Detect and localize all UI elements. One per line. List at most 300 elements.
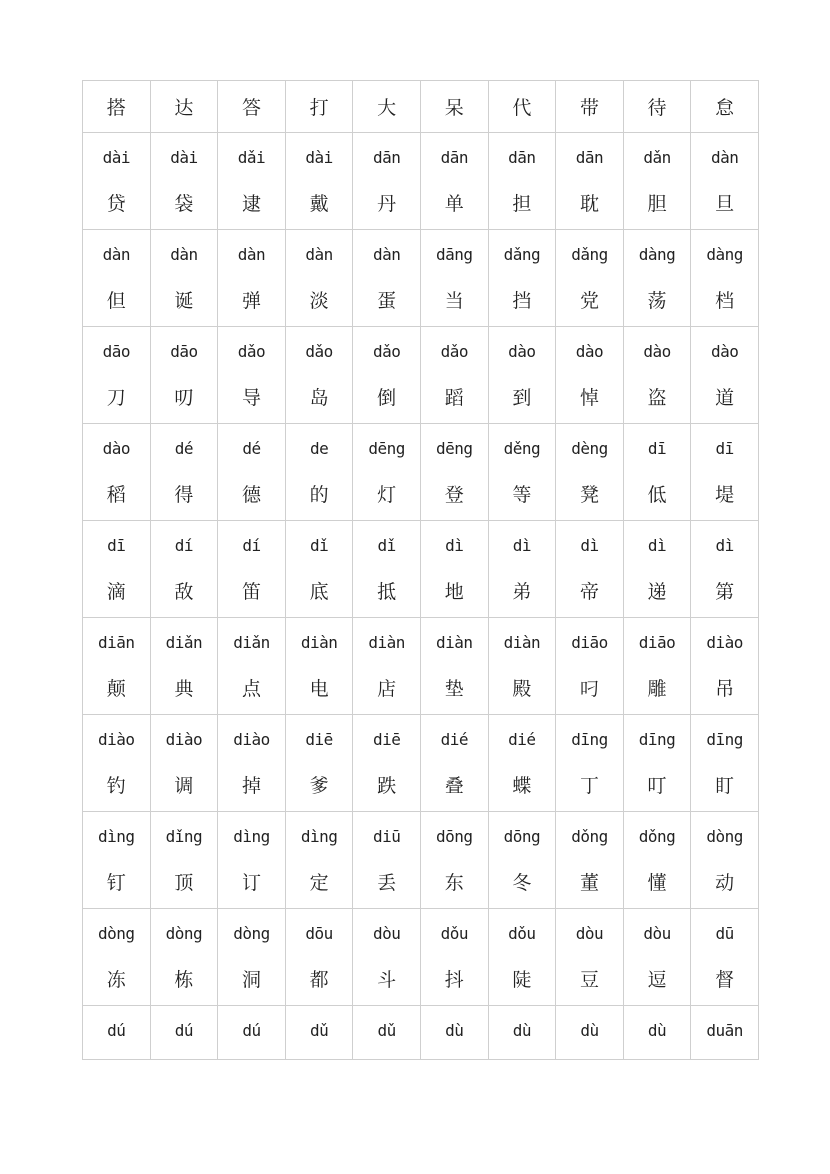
character: 刀 xyxy=(106,387,126,409)
pinyin: dìng xyxy=(233,827,270,846)
character: 胆 xyxy=(647,193,667,215)
table-cell xyxy=(420,230,488,327)
table-cell xyxy=(285,1006,353,1060)
character: 怠 xyxy=(715,97,735,119)
character: 登 xyxy=(444,484,464,506)
table-cell xyxy=(150,909,218,1006)
pinyin: diàn xyxy=(436,633,473,652)
table-cell xyxy=(218,1006,286,1060)
table-cell xyxy=(488,1006,556,1060)
character: 凳 xyxy=(579,484,599,506)
table-cell xyxy=(420,618,488,715)
character: 董 xyxy=(579,872,599,894)
character: 德 xyxy=(241,484,261,506)
table-cell xyxy=(623,812,691,909)
table-cell xyxy=(150,812,218,909)
character: 丢 xyxy=(377,872,397,894)
table-cell xyxy=(556,81,624,133)
pinyin: dàn xyxy=(170,245,198,264)
pinyin: dū xyxy=(715,924,734,943)
table-cell xyxy=(150,618,218,715)
character: 代 xyxy=(512,97,532,119)
pinyin: dǎo xyxy=(305,342,333,361)
table-cell xyxy=(285,230,353,327)
character: 抖 xyxy=(444,969,464,991)
table-cell xyxy=(623,424,691,521)
pinyin: dào xyxy=(102,439,130,458)
table-row xyxy=(83,521,759,618)
pinyin: diàn xyxy=(300,633,338,652)
table-cell xyxy=(691,618,759,715)
pinyin: dì xyxy=(715,536,734,555)
table-cell xyxy=(83,521,151,618)
table-cell xyxy=(218,521,286,618)
character: 东 xyxy=(444,872,464,894)
pinyin: duān xyxy=(706,1021,743,1040)
character: 弹 xyxy=(241,290,261,312)
character: 灯 xyxy=(377,484,397,506)
table-cell xyxy=(218,133,286,230)
pinyin: diàn xyxy=(368,633,405,652)
table-cell xyxy=(556,133,624,230)
character: 达 xyxy=(174,97,194,119)
pinyin: dié xyxy=(440,730,468,749)
table-row xyxy=(83,1006,759,1060)
table-cell xyxy=(353,521,421,618)
table-cell xyxy=(556,521,624,618)
pinyin: dìng xyxy=(98,827,135,846)
header-row xyxy=(83,81,759,133)
pinyin: dòu xyxy=(372,924,401,943)
table-cell xyxy=(353,812,421,909)
table-cell xyxy=(218,424,286,521)
character: 蛋 xyxy=(377,290,397,312)
table-cell xyxy=(488,812,556,909)
table-cell xyxy=(218,81,286,133)
table-cell xyxy=(691,230,759,327)
character: 动 xyxy=(715,872,735,894)
character: 洞 xyxy=(241,969,261,991)
character: 冬 xyxy=(512,872,532,894)
pinyin: dōng xyxy=(503,827,541,846)
table-cell xyxy=(623,909,691,1006)
pinyin: dàn xyxy=(305,245,333,264)
character: 豆 xyxy=(579,969,599,991)
pinyin: dǎo xyxy=(372,342,401,361)
pinyin: dāo xyxy=(102,342,130,361)
pinyin: dào xyxy=(643,342,671,361)
character: 颠 xyxy=(106,678,126,700)
character: 典 xyxy=(174,678,194,700)
character: 的 xyxy=(309,484,329,506)
character: 答 xyxy=(241,97,261,119)
table-cell xyxy=(623,230,691,327)
pinyin: dǒng xyxy=(638,827,676,846)
table-cell xyxy=(488,424,556,521)
table-cell xyxy=(218,230,286,327)
table-cell xyxy=(285,327,353,424)
table-row xyxy=(83,618,759,715)
pinyin: dāng xyxy=(436,245,473,264)
pinyin: dìng xyxy=(300,827,338,846)
table-cell xyxy=(285,81,353,133)
table-cell xyxy=(488,230,556,327)
character: 跌 xyxy=(377,775,397,797)
table-cell xyxy=(285,812,353,909)
pinyin: dīng xyxy=(571,730,608,749)
character: 打 xyxy=(309,97,329,119)
pinyin: dōng xyxy=(436,827,473,846)
pinyin: dé xyxy=(174,439,194,458)
pinyin: dòu xyxy=(575,924,604,943)
pinyin: dàn xyxy=(102,245,130,264)
pinyin: děng xyxy=(503,439,541,458)
table-cell xyxy=(150,521,218,618)
pinyin: diū xyxy=(372,827,401,846)
table-cell xyxy=(150,715,218,812)
pinyin: dǒu xyxy=(508,924,536,943)
pinyin: dǔ xyxy=(309,1021,329,1040)
pinyin: dòng xyxy=(165,924,203,943)
character: 稻 xyxy=(106,484,126,506)
character: 逮 xyxy=(241,193,261,215)
pinyin: dīng xyxy=(638,730,676,749)
table-cell xyxy=(83,812,151,909)
character: 当 xyxy=(444,290,464,312)
table-cell xyxy=(285,715,353,812)
table-cell xyxy=(420,715,488,812)
character: 淡 xyxy=(309,290,329,312)
table-cell xyxy=(83,327,151,424)
table-cell xyxy=(420,133,488,230)
character: 袋 xyxy=(174,193,194,215)
character: 弟 xyxy=(512,581,532,603)
pinyin: dù xyxy=(445,1021,464,1040)
table-cell xyxy=(420,1006,488,1060)
character: 懂 xyxy=(647,872,667,894)
pinyin: dǎo xyxy=(237,342,266,361)
character: 带 xyxy=(579,97,599,119)
character: 耽 xyxy=(579,193,599,215)
character: 点 xyxy=(241,678,261,700)
character: 到 xyxy=(512,387,532,409)
character: 贷 xyxy=(106,193,126,215)
pinyin: diǎn xyxy=(165,633,203,652)
table-cell xyxy=(623,133,691,230)
table-cell xyxy=(83,1006,151,1060)
table-cell xyxy=(150,230,218,327)
table-cell xyxy=(150,327,218,424)
pinyin: dào xyxy=(575,342,604,361)
pinyin: dǎn xyxy=(643,148,671,167)
table-cell xyxy=(150,81,218,133)
table-row xyxy=(83,133,759,230)
character: 订 xyxy=(241,872,261,894)
table-cell xyxy=(218,909,286,1006)
table-cell xyxy=(691,133,759,230)
pinyin: dì xyxy=(512,536,531,555)
table-row xyxy=(83,812,759,909)
table-cell xyxy=(420,327,488,424)
table-cell xyxy=(150,133,218,230)
character: 道 xyxy=(715,387,735,409)
pinyin: dào xyxy=(710,342,739,361)
character: 低 xyxy=(647,484,667,506)
character: 冻 xyxy=(106,969,126,991)
pinyin: dǐ xyxy=(309,536,329,555)
character: 钉 xyxy=(106,872,126,894)
character: 底 xyxy=(309,581,329,603)
table-cell xyxy=(83,618,151,715)
pinyin: dǒu xyxy=(440,924,468,943)
character: 顶 xyxy=(174,872,194,894)
pinyin: dài xyxy=(170,148,198,167)
character: 诞 xyxy=(174,290,194,312)
character: 店 xyxy=(377,678,397,700)
pinyin: dēng xyxy=(436,439,473,458)
table-cell xyxy=(83,230,151,327)
character: 电 xyxy=(309,678,329,700)
character: 递 xyxy=(647,581,667,603)
character: 帝 xyxy=(579,581,599,603)
pinyin: dài xyxy=(305,148,333,167)
pinyin: dào xyxy=(508,342,536,361)
pinyin: dǐng xyxy=(165,827,203,846)
table-cell xyxy=(83,424,151,521)
character: 党 xyxy=(579,290,599,312)
pinyin-table-body xyxy=(83,81,759,1060)
pinyin: dàn xyxy=(372,245,401,264)
table-cell xyxy=(83,133,151,230)
pinyin: dú xyxy=(174,1021,194,1040)
pinyin: dǔ xyxy=(377,1021,396,1040)
table-cell xyxy=(353,327,421,424)
pinyin: diāo xyxy=(571,633,608,652)
pinyin: dǎng xyxy=(503,245,541,264)
pinyin: dōu xyxy=(305,924,333,943)
character: 逗 xyxy=(647,969,667,991)
character: 荡 xyxy=(647,290,667,312)
pinyin: dān xyxy=(575,148,604,167)
pinyin: dǎng xyxy=(571,245,608,264)
character: 丁 xyxy=(579,775,599,797)
character: 叨 xyxy=(174,387,194,409)
pinyin: dī xyxy=(647,439,667,458)
pinyin: diē xyxy=(305,730,333,749)
table-cell xyxy=(353,1006,421,1060)
pinyin: dòng xyxy=(98,924,135,943)
character: 陡 xyxy=(512,969,532,991)
character: 挡 xyxy=(512,290,532,312)
table-cell xyxy=(691,715,759,812)
pinyin: dèng xyxy=(571,439,608,458)
table-row xyxy=(83,909,759,1006)
character: 调 xyxy=(174,775,194,797)
pinyin: dòng xyxy=(706,827,743,846)
pinyin: dǒng xyxy=(571,827,608,846)
table-cell xyxy=(691,521,759,618)
table-cell xyxy=(353,424,421,521)
table-cell xyxy=(691,1006,759,1060)
table-cell xyxy=(353,909,421,1006)
pinyin: dù xyxy=(512,1021,531,1040)
pinyin: dòu xyxy=(643,924,671,943)
pinyin: dù xyxy=(580,1021,599,1040)
character: 定 xyxy=(309,872,329,894)
table-cell xyxy=(420,81,488,133)
table-cell xyxy=(556,230,624,327)
pinyin: dī xyxy=(107,536,126,555)
character: 得 xyxy=(174,484,194,506)
table-cell xyxy=(420,424,488,521)
character: 钓 xyxy=(106,775,126,797)
character: 栋 xyxy=(174,969,194,991)
character: 斗 xyxy=(377,969,397,991)
pinyin: diào xyxy=(98,730,135,749)
pinyin: dù xyxy=(647,1021,667,1040)
pinyin: dān xyxy=(440,148,468,167)
character: 笛 xyxy=(241,581,261,603)
character: 呆 xyxy=(444,97,464,119)
pinyin: dàng xyxy=(638,245,676,264)
character: 等 xyxy=(512,484,532,506)
pinyin: diào xyxy=(233,730,270,749)
table-cell xyxy=(420,521,488,618)
character: 盯 xyxy=(715,775,735,797)
pinyin: dì xyxy=(445,536,464,555)
table-cell xyxy=(353,618,421,715)
character: 都 xyxy=(309,969,329,991)
pinyin: diē xyxy=(372,730,401,749)
table-cell xyxy=(83,81,151,133)
table-cell xyxy=(488,909,556,1006)
table-cell xyxy=(420,909,488,1006)
pinyin: dí xyxy=(174,536,194,555)
character: 垫 xyxy=(444,678,464,700)
character: 叠 xyxy=(444,775,464,797)
character: 地 xyxy=(444,581,464,603)
character: 搭 xyxy=(106,97,126,119)
pinyin: dài xyxy=(102,148,130,167)
table-cell xyxy=(150,424,218,521)
character: 大 xyxy=(377,97,397,119)
pinyin: dí xyxy=(242,536,261,555)
character: 抵 xyxy=(377,581,397,603)
pinyin: dī xyxy=(715,439,734,458)
table-cell xyxy=(218,327,286,424)
table-cell xyxy=(691,812,759,909)
pinyin: dīng xyxy=(706,730,743,749)
character: 掉 xyxy=(241,775,261,797)
pinyin: dàn xyxy=(710,148,739,167)
pinyin: diǎn xyxy=(233,633,270,652)
table-cell xyxy=(488,715,556,812)
table-cell xyxy=(488,618,556,715)
pinyin: diàn xyxy=(503,633,541,652)
table-cell xyxy=(218,715,286,812)
pinyin: dú xyxy=(242,1021,261,1040)
table-cell xyxy=(623,81,691,133)
pinyin: dòng xyxy=(233,924,270,943)
character: 盗 xyxy=(647,387,667,409)
table-cell xyxy=(285,909,353,1006)
table-cell xyxy=(623,327,691,424)
character: 悼 xyxy=(579,387,599,409)
table-cell xyxy=(285,618,353,715)
pinyin: diān xyxy=(98,633,135,652)
table-cell xyxy=(556,715,624,812)
character: 督 xyxy=(715,969,735,991)
table-cell xyxy=(691,81,759,133)
table-cell xyxy=(691,424,759,521)
table-row xyxy=(83,715,759,812)
pinyin: diào xyxy=(165,730,203,749)
character: 岛 xyxy=(309,387,329,409)
pinyin: dān xyxy=(508,148,536,167)
character: 爹 xyxy=(309,775,329,797)
table-cell xyxy=(623,1006,691,1060)
table-cell xyxy=(556,812,624,909)
table-cell xyxy=(218,812,286,909)
table-cell xyxy=(83,715,151,812)
character: 第 xyxy=(715,581,735,603)
character: 蹈 xyxy=(444,387,464,409)
character: 敌 xyxy=(174,581,194,603)
pinyin: dàng xyxy=(706,245,743,264)
table-row xyxy=(83,230,759,327)
table-cell xyxy=(285,424,353,521)
pinyin: dié xyxy=(508,730,536,749)
character: 档 xyxy=(715,290,735,312)
character: 担 xyxy=(512,193,532,215)
pinyin: dāo xyxy=(170,342,198,361)
character: 待 xyxy=(647,97,667,119)
character: 殿 xyxy=(512,678,532,700)
character: 堤 xyxy=(715,484,735,506)
table-cell xyxy=(623,521,691,618)
table-cell xyxy=(623,618,691,715)
table-cell xyxy=(488,327,556,424)
table-cell xyxy=(353,81,421,133)
table-cell xyxy=(420,812,488,909)
pinyin: dì xyxy=(580,536,599,555)
character: 蝶 xyxy=(512,775,532,797)
pinyin: dú xyxy=(107,1021,126,1040)
character: 叼 xyxy=(579,678,599,700)
table-cell xyxy=(285,521,353,618)
character: 丹 xyxy=(377,193,397,215)
table-cell xyxy=(353,230,421,327)
table-cell xyxy=(556,424,624,521)
pinyin: dǎi xyxy=(237,148,266,167)
character: 滴 xyxy=(106,581,126,603)
table-row xyxy=(83,424,759,521)
table-cell xyxy=(285,133,353,230)
table-cell xyxy=(353,133,421,230)
pinyin: dēng xyxy=(368,439,405,458)
table-cell xyxy=(556,1006,624,1060)
character: 吊 xyxy=(715,678,735,700)
pinyin: dǎo xyxy=(440,342,468,361)
table-cell xyxy=(623,715,691,812)
table-cell xyxy=(488,81,556,133)
table-cell xyxy=(691,327,759,424)
table-cell xyxy=(150,1006,218,1060)
pinyin: diào xyxy=(706,633,743,652)
character: 但 xyxy=(106,290,126,312)
table-cell xyxy=(353,715,421,812)
table-row xyxy=(83,327,759,424)
